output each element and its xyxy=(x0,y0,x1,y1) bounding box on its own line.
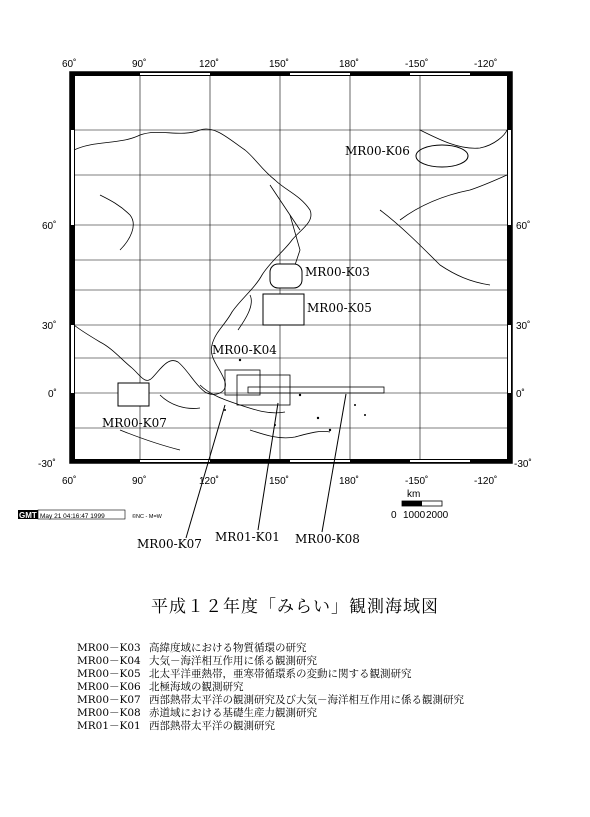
legend-description: 高緯度域における物質循環の研究 xyxy=(149,642,307,654)
legend-code: MR01－K01 xyxy=(77,720,141,732)
lon-label: 60˚ xyxy=(62,59,77,70)
region-k04-area xyxy=(237,375,290,405)
legend-code: MR00－K07 xyxy=(77,694,141,706)
lat-label: -30˚ xyxy=(514,459,532,470)
lon-label: -120˚ xyxy=(474,476,498,487)
page-title: 平成１２年度「みらい」観測海域図 xyxy=(151,597,439,617)
lon-label: -150˚ xyxy=(405,59,429,70)
copyright-note: ©NC - M=W xyxy=(132,514,162,520)
lon-label: 120˚ xyxy=(199,476,220,487)
legend-description: 西部熱帯太平洋の観測研究及び大気－海洋相互作用に係る観測研究 xyxy=(149,694,464,706)
lat-label: 30˚ xyxy=(42,321,57,332)
lon-label: 180˚ xyxy=(339,476,360,487)
region-k07-area xyxy=(118,383,149,406)
legend-code: MR00－K03 xyxy=(77,642,141,654)
lon-label: 60˚ xyxy=(62,476,77,487)
scale-tick-label: 2000 xyxy=(426,510,449,521)
lon-label: -150˚ xyxy=(405,476,429,487)
region-k01-pointer-label: MR01-K01 xyxy=(215,530,280,544)
scale-bar-fill xyxy=(402,501,422,506)
right-latitude-labels xyxy=(514,220,532,470)
legend-description: 赤道域における基礎生産力観測研究 xyxy=(149,707,317,719)
legend-item xyxy=(77,655,464,668)
legend-item xyxy=(77,668,464,681)
region-k06-area xyxy=(416,145,468,167)
lat-label: -30˚ xyxy=(38,459,56,470)
region-k07-map-label: MR00-K07 xyxy=(102,416,167,430)
lat-label: 30˚ xyxy=(516,321,531,332)
legend-code: MR00－K06 xyxy=(77,681,141,693)
legend-description: 西部熱帯太平洋の観測研究 xyxy=(149,720,275,732)
gmt-timestamp: May 21 04:16:47 1999 xyxy=(40,513,105,520)
gmt-badge: GMT xyxy=(19,511,37,520)
lat-label: 60˚ xyxy=(42,221,57,232)
legend-code: MR00－K04 xyxy=(77,655,141,667)
region-k07-pointer-label: MR00-K07 xyxy=(137,537,202,551)
region-k04-inner-area xyxy=(225,370,260,395)
lat-label: 0˚ xyxy=(516,389,525,400)
legend-description: 北太平洋亜熱帯，亜寒帯循環系の変動に関する観測研究 xyxy=(149,668,412,680)
bottom-longitude-labels xyxy=(62,475,497,487)
scale-tick-label: 1000 xyxy=(403,510,426,521)
left-latitude-labels xyxy=(38,220,57,470)
legend-description: 大気－海洋相互作用に係る観測研究 xyxy=(149,655,317,667)
legend-item xyxy=(77,694,464,707)
legend-item xyxy=(77,720,464,733)
region-k05-label: MR00-K05 xyxy=(307,301,372,315)
legend-item xyxy=(77,707,464,720)
lon-label: 180˚ xyxy=(339,59,360,70)
region-k08-pointer-label: MR00-K08 xyxy=(295,532,360,546)
scale-unit: km xyxy=(407,489,421,500)
survey-legend xyxy=(77,642,464,733)
lon-label: 90˚ xyxy=(132,476,147,487)
region-k03-label: MR00-K03 xyxy=(305,265,370,279)
region-k08-area xyxy=(248,387,384,393)
legend-code: MR00－K05 xyxy=(77,668,141,680)
region-k06-label: MR00-K06 xyxy=(345,144,410,158)
top-longitude-labels xyxy=(62,58,497,70)
lon-label: 120˚ xyxy=(199,59,220,70)
legend-description: 北極海域の観測研究 xyxy=(149,681,244,693)
legend-item xyxy=(77,681,464,694)
region-k03-area xyxy=(270,264,302,288)
lon-label: -120˚ xyxy=(474,59,498,70)
legend-item xyxy=(77,642,464,655)
lon-label: 150˚ xyxy=(269,59,290,70)
scale-tick-label: 0 xyxy=(391,510,397,521)
legend-code: MR00－K08 xyxy=(77,707,141,719)
region-k05-area xyxy=(263,294,304,325)
lat-label: 60˚ xyxy=(516,221,531,232)
region-k04-label: MR00-K04 xyxy=(212,343,277,357)
lon-label: 90˚ xyxy=(132,59,147,70)
lat-label: 0˚ xyxy=(48,389,57,400)
lon-label: 150˚ xyxy=(269,476,290,487)
